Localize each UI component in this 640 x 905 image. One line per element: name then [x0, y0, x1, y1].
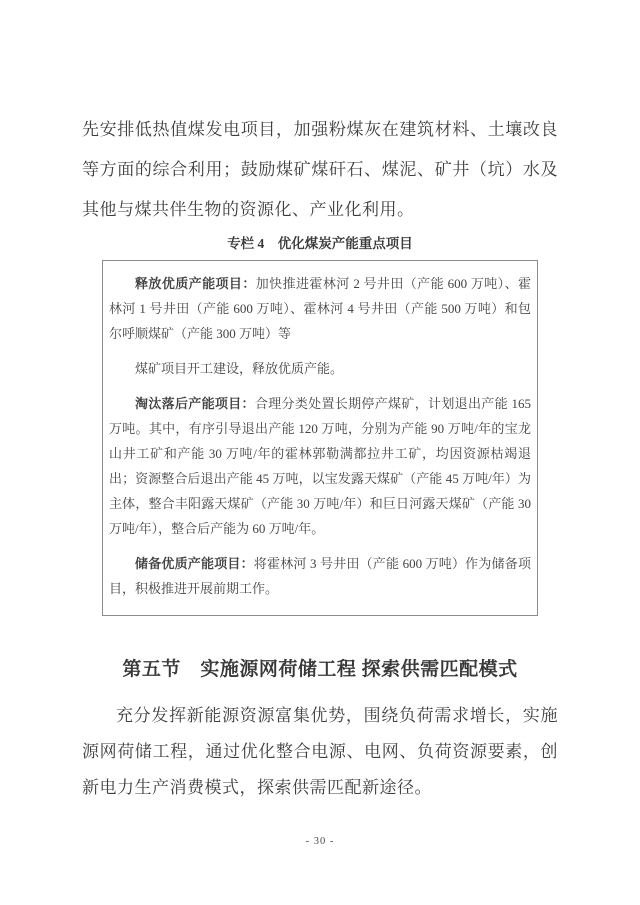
- callout-paragraph: [109, 271, 531, 346]
- section-heading: 第五节 实施源网荷储工程 探索供需匹配模式: [122, 659, 518, 680]
- page-number: - 30 -: [305, 836, 335, 847]
- callout-box-title: 专栏 4 优化煤炭产能重点项目: [227, 236, 413, 251]
- callout-paragraph-text: 煤矿项目开工建设，释放优质产能。: [135, 361, 344, 376]
- callout-paragraph: [109, 551, 531, 601]
- body-paragraph-bottom: 充分发挥新能源资源富集优势，围绕负荷需求增长，实施源网荷储工程，通过优化整合电源、电网、负荷资源要素，创新电力生产消费模式，探索供需匹配新途径。: [82, 706, 558, 797]
- callout-box: [102, 260, 538, 616]
- callout-paragraph: [109, 391, 531, 541]
- callout-paragraph-lead: 释放优质产能项目：: [135, 276, 256, 291]
- callout-paragraph-text: 加快推进霍林河 2 号井田（产能 600 万吨）、霍林河 1 号井田（产能 600 万吨）、霍林河 4 号井田（产能 500 万吨）和包尔呼顺煤矿（产能 300 万吨）等: [109, 276, 531, 341]
- callout-paragraph: [109, 356, 531, 381]
- body-paragraph-top: 先安排低热值煤发电项目，加强粉煤灰在建筑材料、土壤改良等方面的综合利用；鼓励煤矿煤矸石、煤泥、矿井（坑）水及其他与煤共伴生物的资源化、产业化利用。: [82, 120, 558, 219]
- callout-paragraph-text: 合理分类处置长期停产煤矿，计划退出产能 165 万吨。其中，有序引导退出产能 120 万吨，分别为产能 90 万吨/年的宝龙山井工矿和产能 30 万吨/年的霍林郭勒满都拉井工矿，均因资源枯竭退出；资源整合后退出产能 45 万吨，以宝发露天煤矿（产能 45 万吨/年）为主体，整合丰阳露天煤矿（产能 30 万吨/年）和巨日河露天煤矿（产能 30 万吨/年），整合后产能为 60 万吨/年。: [109, 396, 531, 536]
- page-content: [0, 110, 640, 806]
- callout-paragraph-text: 将霍林河 3 号井田（产能 600 万吨）作为储备项目，积极推进开展前期工作。: [109, 556, 531, 596]
- callout-paragraph-lead: 淘汰落后产能项目：: [135, 396, 255, 411]
- callout-paragraph-lead: 储备优质产能项目：: [135, 556, 254, 571]
